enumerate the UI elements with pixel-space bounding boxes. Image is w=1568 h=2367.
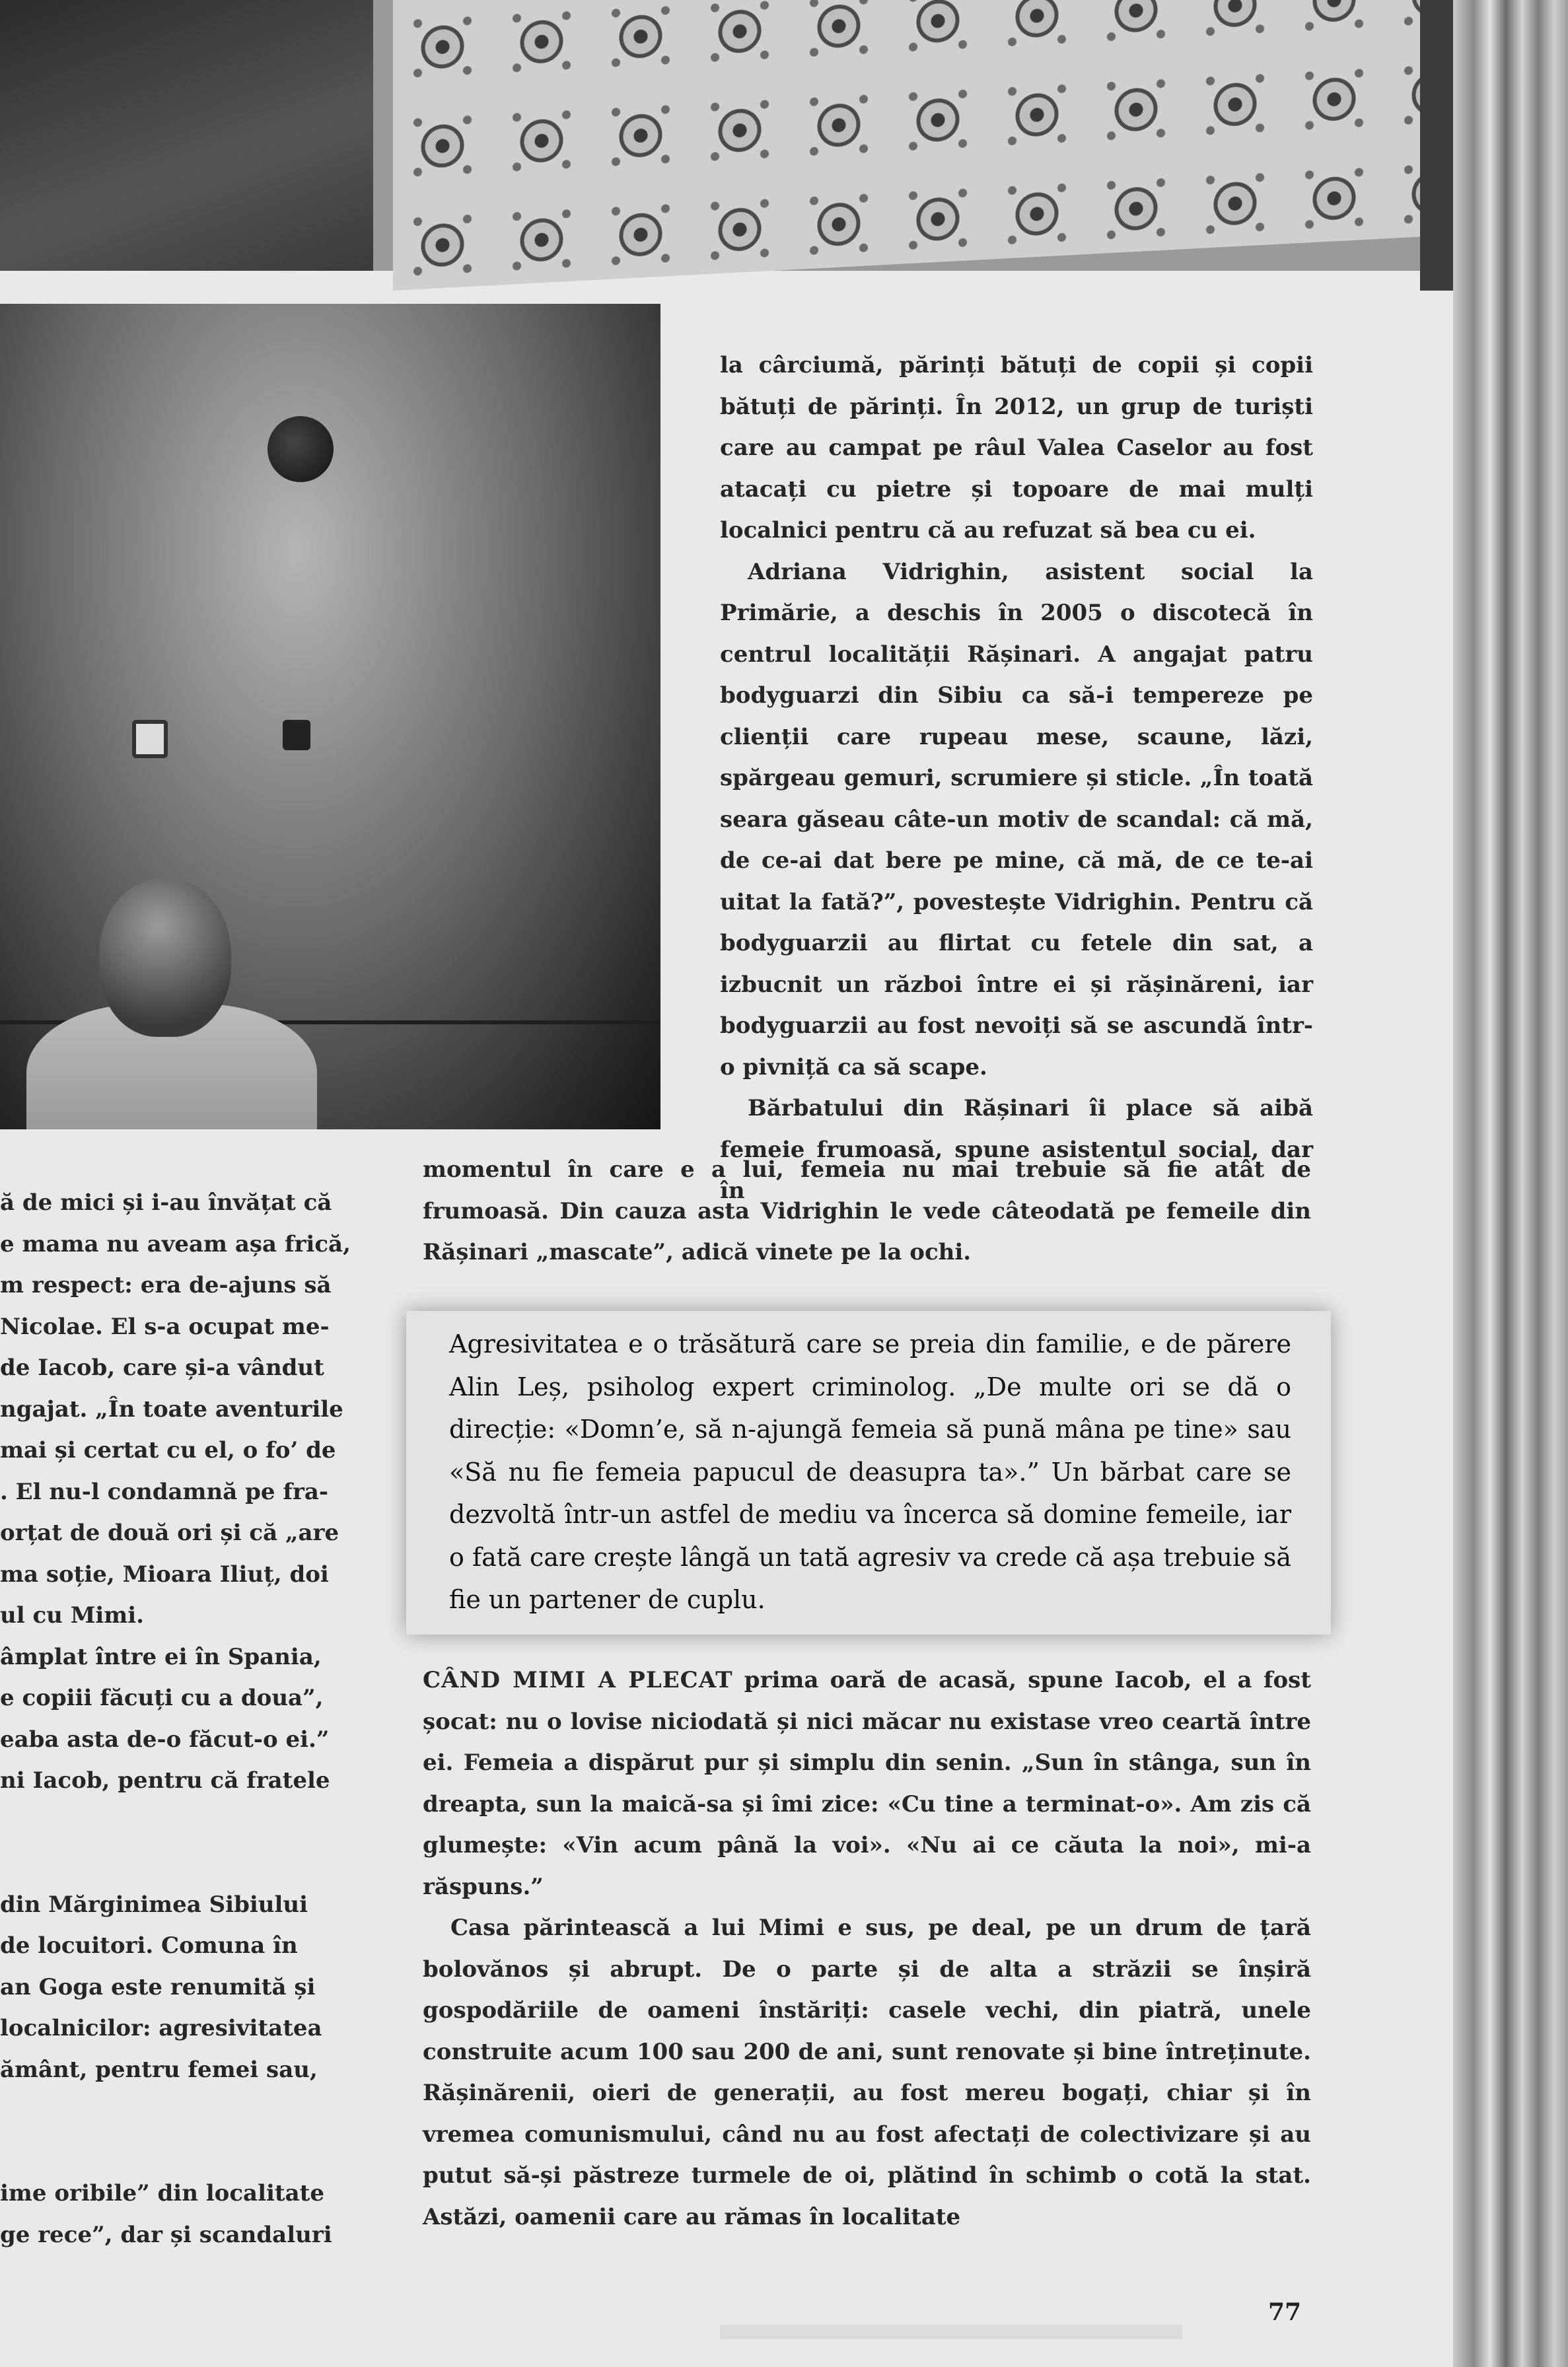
paragraph: momentul în care e a lui, femeia nu mai trebuie să fie atât de frumoasă. Din cauza asta Vidrighin le vede câteodată pe femeile din Rășinari „mascate”, adică vinete pe la ochi.	[423, 1156, 1311, 1265]
patterned-textile-photo	[393, 0, 1453, 291]
article-column-right-top	[720, 345, 1313, 1212]
left-line: ământ, pentru femei sau,	[0, 2056, 318, 2083]
paragraph-gap	[0, 2090, 360, 2173]
article-column-right-bottom	[423, 1660, 1311, 2238]
paragraph: Casa părintească a lui Mimi e sus, pe deal, pe un drum de țară bolovănos și abrupt. De o parte și de alta a străzii se înșiră gospodăriile de oameni înstăriți: casele vechi, din piatră, unele construite acum 100 sau 200 de ani, sunt renovate și bine întreținute. Rășinărenii, oieri de generații, au fost mereu bogați, chiar și în vremea comunismului, când nu au fost afectați de colectivizare și au putut să-și păstreze turmele de oi, plătind în schimb o cotă la stat. Astăzi, oamenii care au rămas în localitate	[423, 1915, 1311, 2230]
left-line: Nicolae. El s-a ocupat me-	[0, 1313, 330, 1340]
wall-switch	[283, 720, 310, 750]
paragraph	[423, 1660, 1311, 1907]
left-line: orțat de două ori și că „are	[0, 1520, 339, 1546]
left-line: ni Iacob, pentru că fratele	[0, 1767, 330, 1794]
left-line: an Goga este renumită și	[0, 1973, 316, 2000]
top-left-photo	[0, 0, 373, 271]
left-line: e mama nu aveam așa frică,	[0, 1230, 351, 1257]
paragraph: Bărbatului din Rășinari îi place să aibă femeie frumoasă, spune asistentul social, dar în	[720, 1095, 1313, 1204]
left-line: ma soție, Mioara Iliuț, doi	[0, 1561, 329, 1588]
paragraph-text: prima oară de acasă, spune Iacob, el a fost șocat: nu o lovise niciodată și nici măcar nu existase vreo ceartă între ei. Femeia a dispărut pur și simplu din senin. „Sun în stânga, sun în dreapta, sun la maică-sa și îmi zice: «Cu tine a terminat-o». Am zis că glumește: «Vin acum până la voi». «Nu ai ce căuta la noi», mi-a răspuns.”	[423, 1667, 1311, 1900]
pull-quote-box	[406, 1311, 1331, 1635]
left-line: de locuitori. Comuna în	[0, 1932, 298, 1959]
page-number: 77	[1268, 2298, 1302, 2326]
article-column-continuation	[423, 1149, 1311, 1273]
left-line: e copiii făcuți cu a doua”,	[0, 1685, 324, 1711]
left-line: . El nu-l condamnă pe fra-	[0, 1478, 329, 1505]
pull-quote-text: Agresivitatea e o trăsătură care se preia din familie, e de părere Alin Leș, psiholog expert criminolog. „De multe ori se dă o direcție: «Domn’e, să n-ajungă femeia să pună mâna pe tine» sau «Să nu fie femeia papucul de deasupra ta».” Un bărbat care se dezvoltă într-un astfel de mediu va încerca să domine femeile, iar o fată care crește lângă un tată agresiv va crede că așa trebuie să fie un partener de cuplu.	[449, 1329, 1291, 1614]
left-line: âmplat între ei în Spania,	[0, 1643, 322, 1670]
left-line: ngajat. „În toate aventurile	[0, 1395, 343, 1423]
left-line: localnicilor: agresivitatea	[0, 2015, 322, 2041]
paragraph: Adriana Vidrighin, asistent social la Primărie, a deschis în 2005 o discotecă în centrul localității Rășinari. A angajat patru bodyguarzi din Sibiu ca să-i tempereze pe clienții care rupeau mese, scaune, lăzi, spărgeau gemuri, scrumiere și sticle. „În toată seara găseau câte-un motiv de scandal: că mă, de ce-ai dat bere pe mine, că mă, de ce te-ai uitat la fată?”, povestește Vidrighin. Pentru că bodyguarzii au flirtat cu fetele din sat, a izbucnit un război între ei și rășinăreni, iar bodyguarzii au fost nevoiți să se ascundă într-o pivniță ca să scape.	[720, 558, 1313, 1080]
left-line: din Mărginimea Sibiului	[0, 1891, 308, 1918]
left-line: ă de mici și i-au învățat că	[0, 1189, 332, 1216]
portrait-photo	[0, 304, 660, 1129]
left-line: m respect: era de-ajuns să	[0, 1272, 332, 1298]
left-line: ul cu Mimi.	[0, 1602, 145, 1629]
article-column-left-cropped	[0, 1182, 360, 2255]
wall-lamp	[267, 416, 334, 482]
book-binding-edge	[1453, 0, 1568, 2367]
left-line: ime oribile” din localitate	[0, 2180, 324, 2207]
paragraph-gap	[0, 1802, 360, 1884]
left-line: mai și certat cu el, o fo’ de	[0, 1437, 336, 1464]
paragraph: la cârciumă, părinți bătuți de copii și copii bătuți de părinți. În 2012, un grup de turiști care au campat pe râul Valea Caselor au fost atacați cu pietre și topoare de mai mulți localnici pentru că au refuzat să bea cu ei.	[720, 352, 1313, 544]
wall-socket	[132, 720, 168, 758]
left-line: ge rece”, dar și scandaluri	[0, 2221, 332, 2248]
section-heading: CÂND MIMI A PLECAT	[423, 1667, 733, 1693]
man-head	[99, 878, 231, 1037]
left-line: eaba asta de-o făcut-o ei.”	[0, 1726, 330, 1753]
faded-footer-line	[720, 2325, 1182, 2339]
left-line: de Iacob, care și-a vândut	[0, 1355, 324, 1381]
